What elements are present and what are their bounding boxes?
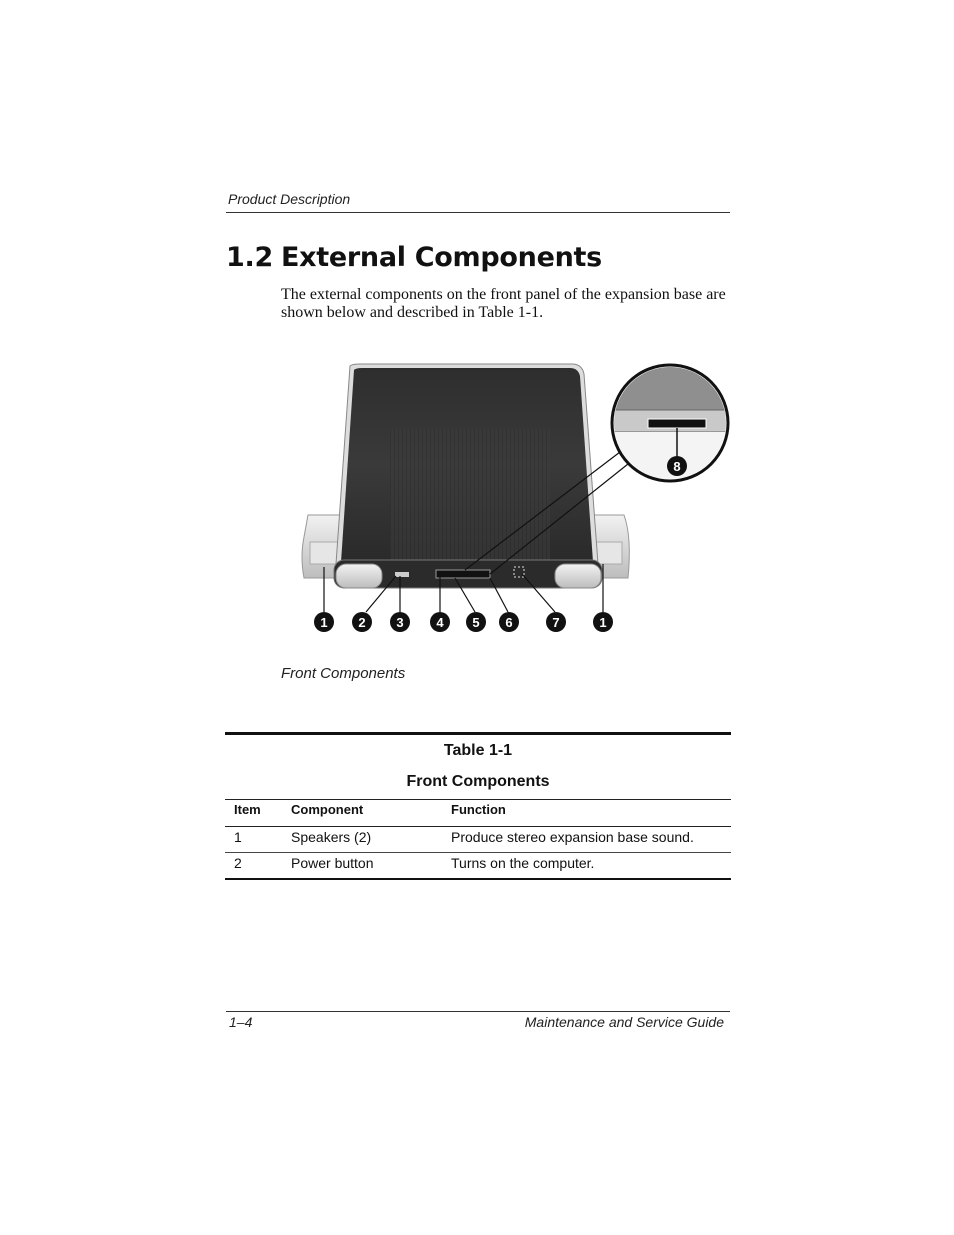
section-number: 1.2 bbox=[226, 242, 273, 273]
running-header: Product Description bbox=[228, 191, 351, 207]
header-rule bbox=[226, 212, 730, 213]
callout-8: 8 bbox=[673, 459, 681, 474]
table-top-rule bbox=[225, 732, 731, 735]
callout-1-left: 1 bbox=[320, 615, 328, 630]
table-row-1-function: Produce stereo expansion base sound. bbox=[451, 829, 694, 845]
section-heading bbox=[226, 242, 602, 273]
page-number: 1–4 bbox=[229, 1014, 253, 1030]
callout-5: 5 bbox=[472, 615, 480, 630]
laptop-lid bbox=[336, 364, 598, 564]
front-components-figure bbox=[290, 352, 735, 642]
callout-4: 4 bbox=[436, 615, 444, 630]
table-title: Front Components bbox=[406, 773, 550, 790]
section-title: External Components bbox=[281, 242, 602, 273]
callout-1-right: 1 bbox=[599, 615, 607, 630]
table-row-1-component: Speakers (2) bbox=[291, 829, 372, 845]
table-row-2-item: 2 bbox=[234, 855, 242, 871]
callout-7: 7 bbox=[552, 615, 560, 630]
table-row-divider bbox=[225, 852, 731, 853]
table-header-top-rule bbox=[225, 799, 731, 800]
guide-title: Maintenance and Service Guide bbox=[524, 1014, 724, 1030]
column-header-component: Component bbox=[291, 802, 364, 817]
table-row-2-function: Turns on the computer. bbox=[451, 855, 595, 871]
callout-6: 6 bbox=[505, 615, 513, 630]
column-header-function: Function bbox=[451, 802, 506, 817]
table-bottom-rule bbox=[225, 878, 731, 880]
table-label: Table 1-1 bbox=[443, 742, 513, 759]
figure-caption: Front Components bbox=[281, 665, 406, 682]
power-button bbox=[395, 572, 409, 577]
expansion-base-front bbox=[334, 560, 602, 588]
table-row-1-item: 1 bbox=[234, 829, 242, 845]
intro-paragraph: The external components on the front panel of the expansion base are shown below and described in Table 1-1. bbox=[281, 286, 726, 321]
callout-2: 2 bbox=[358, 615, 366, 630]
column-header-item: Item bbox=[234, 802, 261, 817]
table-row-2-component: Power button bbox=[291, 855, 374, 871]
table-header-bottom-rule bbox=[225, 826, 731, 827]
footer-rule bbox=[226, 1011, 730, 1012]
callout-3: 3 bbox=[396, 615, 404, 630]
